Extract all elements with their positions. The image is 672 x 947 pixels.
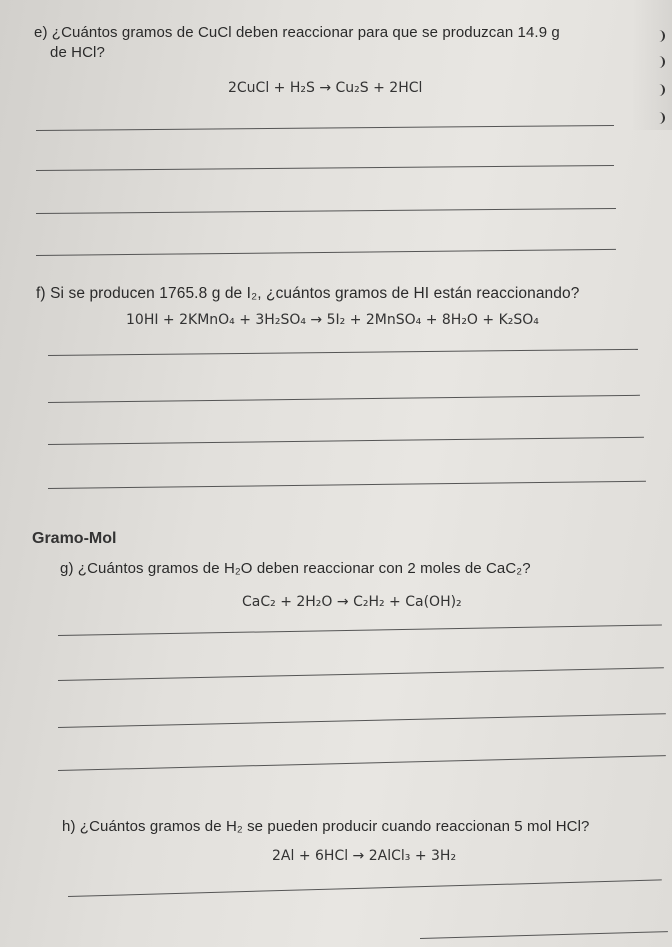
answer-line bbox=[36, 125, 614, 131]
answer-line bbox=[48, 349, 638, 356]
answer-line bbox=[48, 395, 640, 403]
question-g-text: g) ¿Cuántos gramos de H₂O deben reaccionar con 2 moles de CaC₂? bbox=[60, 560, 531, 577]
question-e-line1: e) ¿Cuántos gramos de CuCl deben reaccionar para que se produzcan 14.9 g bbox=[34, 24, 560, 41]
question-h-equation: 2Al + 6HCl → 2AlCl₃ + 3H₂ bbox=[272, 848, 457, 864]
answer-line bbox=[48, 437, 644, 445]
answer-line bbox=[58, 755, 666, 771]
answer-line bbox=[68, 879, 662, 897]
answer-line bbox=[36, 208, 616, 214]
answer-line bbox=[58, 667, 664, 681]
question-h-text: h) ¿Cuántos gramos de H₂ se pueden producir cuando reaccionan 5 mol HCl? bbox=[62, 818, 590, 835]
answer-line bbox=[36, 165, 614, 171]
section-heading-gramo-mol: Gramo-Mol bbox=[32, 530, 117, 547]
question-f-text: f) Si se producen 1765.8 g de I₂, ¿cuántos gramos de HI están reaccionando? bbox=[36, 285, 580, 302]
question-e-line2: de HCl? bbox=[50, 44, 105, 61]
question-f-equation: 10HI + 2KMnO₄ + 3H₂SO₄ → 5I₂ + 2MnSO₄ + 8H₂O + K₂SO₄ bbox=[126, 312, 539, 328]
answer-line bbox=[58, 713, 666, 728]
answer-line bbox=[48, 481, 646, 489]
answer-line bbox=[420, 931, 668, 939]
answer-line bbox=[36, 249, 616, 256]
question-g-equation: CaC₂ + 2H₂O → C₂H₂ + Ca(OH)₂ bbox=[242, 594, 462, 610]
answer-line bbox=[58, 624, 662, 636]
question-e-equation: 2CuCl + H₂S → Cu₂S + 2HCl bbox=[228, 80, 423, 96]
